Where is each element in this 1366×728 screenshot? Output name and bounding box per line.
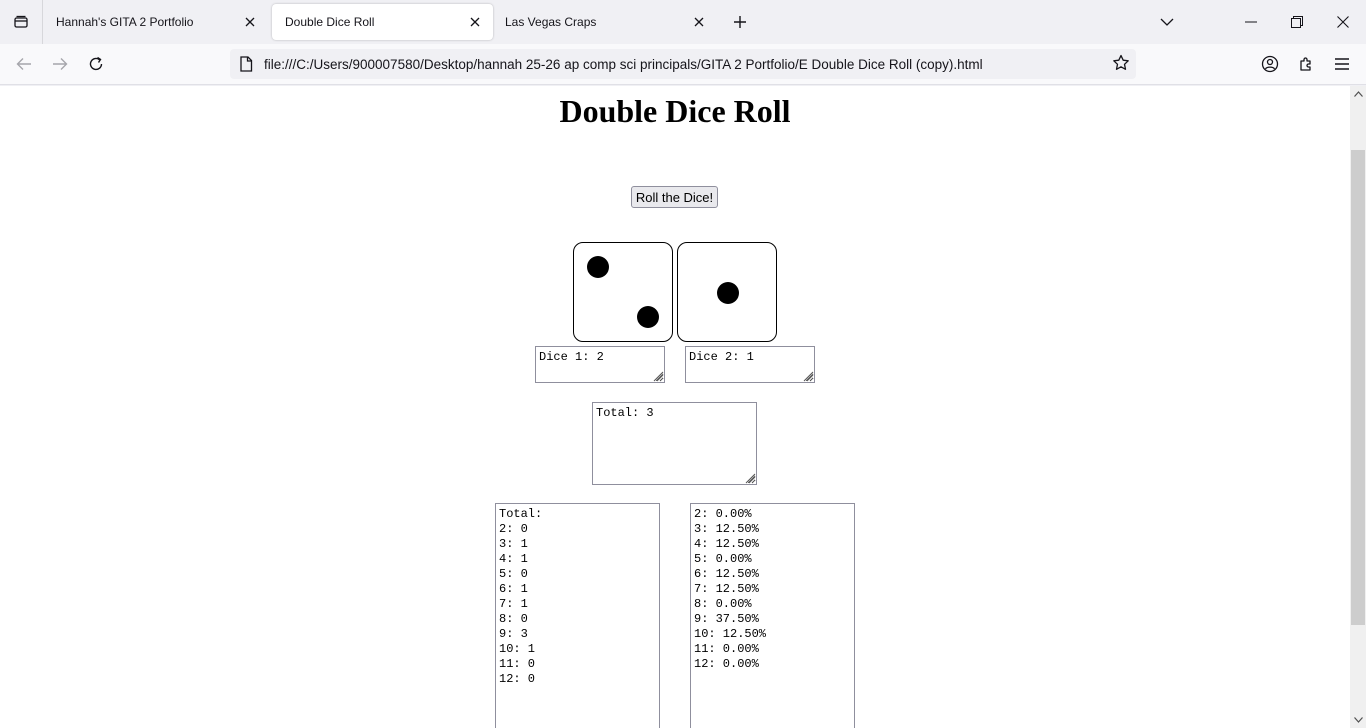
dice-1-output[interactable] [535,346,665,383]
page-title: Double Dice Roll [559,93,791,129]
new-tab-button[interactable] [727,9,753,35]
close-icon [245,17,255,27]
minimize-button[interactable] [1228,0,1274,44]
back-arrow-icon [16,57,32,71]
tab-portfolio[interactable] [43,4,268,40]
tab-title: Las Vegas Craps [505,15,597,29]
reload-icon [88,56,104,72]
url-text: file:///C:/Users/900007580/Desktop/hannah 25-26 ap comp sci principals/GITA 2 Portfolio/E Double Dice Roll (copy).html [264,57,983,72]
reload-button[interactable] [81,50,111,78]
close-icon [470,17,480,27]
tab-list-icon [13,14,29,30]
restore-button[interactable] [1274,0,1320,44]
die-pip [587,256,609,278]
extensions-icon [1298,56,1314,72]
hamburger-menu-icon [1335,58,1349,70]
roll-dice-button[interactable]: Roll the Dice! [631,186,718,208]
close-icon [1337,16,1349,28]
plus-icon [733,15,747,29]
tab-strip [0,0,1366,44]
scroll-up-arrow[interactable] [1350,87,1366,101]
dice-2-output[interactable] [685,346,815,383]
scroll-thumb[interactable] [1351,150,1365,625]
navigation-toolbar [0,44,1366,85]
die-1 [573,242,673,342]
chevron-up-icon [1354,91,1363,97]
die-pip [717,282,739,304]
die-pip [637,306,659,328]
extensions-button[interactable] [1291,50,1321,78]
page-scrollbar[interactable] [1350,86,1366,728]
die-2 [677,242,777,342]
close-tab-button[interactable] [238,10,262,34]
star-icon[interactable] [1112,54,1130,72]
list-all-tabs-button[interactable] [1144,0,1190,44]
page-icon [239,56,253,72]
close-tab-button[interactable] [687,10,711,34]
chevron-down-icon [1160,18,1174,26]
forward-button[interactable] [45,50,75,78]
account-button[interactable] [1255,50,1285,78]
close-window-button[interactable] [1320,0,1366,44]
tab-list-button[interactable] [0,0,43,44]
tab-double-dice-roll[interactable] [272,4,493,40]
tab-title: Double Dice Roll [285,15,375,29]
forward-arrow-icon [52,57,68,71]
minimize-icon [1245,21,1257,23]
tab-las-vegas-craps[interactable] [492,4,717,40]
restore-icon [1291,16,1303,28]
roll-counts-output[interactable] [495,503,660,728]
account-icon [1261,55,1279,73]
total-output[interactable] [592,402,757,485]
back-button[interactable] [9,50,39,78]
roll-percentages-output[interactable] [690,503,855,728]
address-bar[interactable] [230,49,1136,79]
tab-title: Hannah's GITA 2 Portfolio [56,15,194,29]
chevron-down-icon [1354,717,1363,723]
menu-button[interactable] [1327,50,1357,78]
close-tab-button[interactable] [463,10,487,34]
scroll-down-arrow[interactable] [1350,713,1366,727]
page-content [0,86,1350,728]
close-icon [694,17,704,27]
